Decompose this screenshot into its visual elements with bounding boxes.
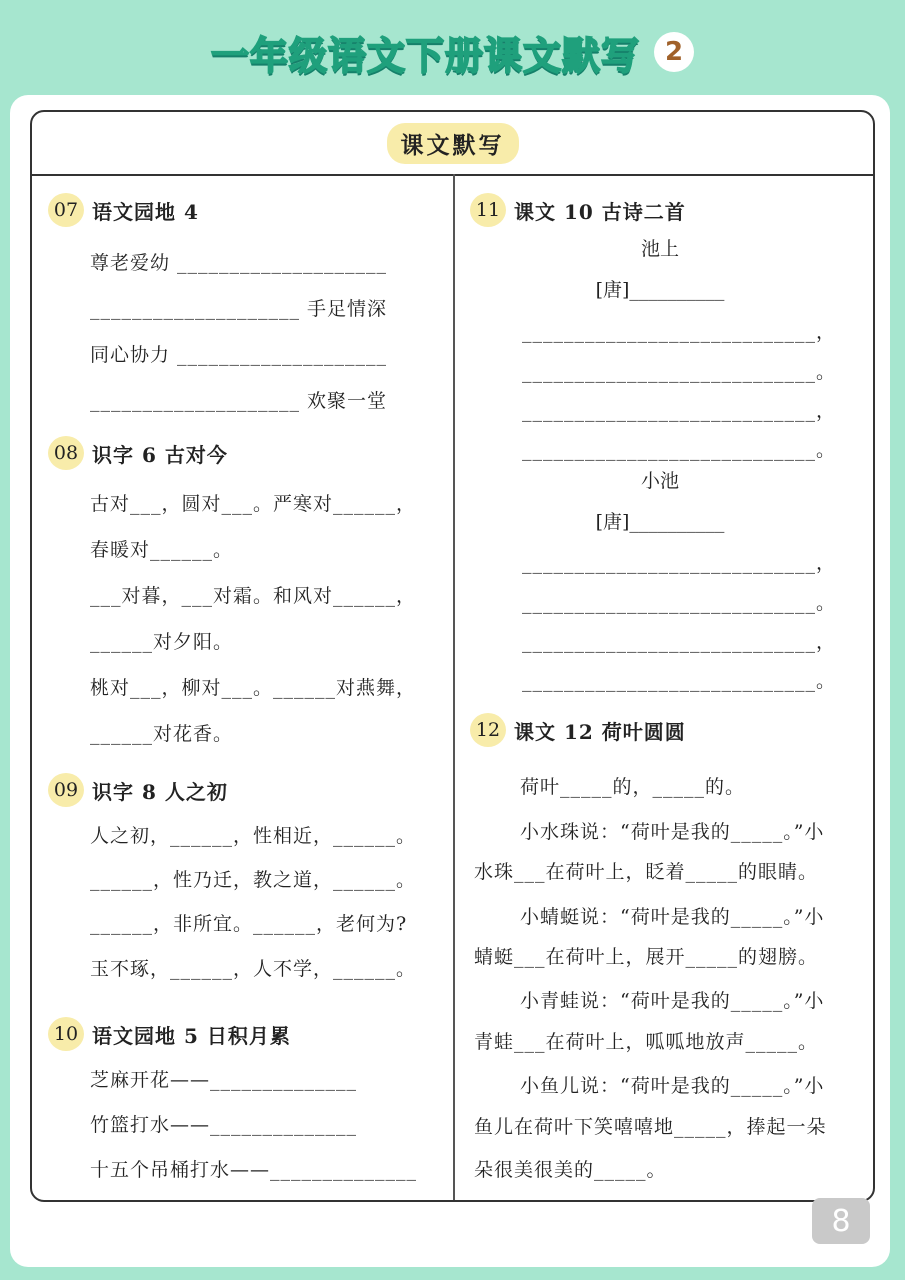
text-line: 芝麻开花——______________ xyxy=(90,1069,358,1091)
poem-title: 小池 xyxy=(640,470,679,492)
section-09 xyxy=(48,772,228,808)
text-line: 蜻蜓___在荷叶上，展开_____的翅膀。 xyxy=(474,946,819,968)
text-line: ___对暮，___对霜。和风对______， xyxy=(90,585,417,607)
section-header xyxy=(48,772,228,808)
section-number: 09 xyxy=(48,773,84,807)
section-10 xyxy=(48,1016,291,1052)
section-title: 识字 6 古对今 xyxy=(92,442,228,467)
page-header xyxy=(0,22,905,82)
poem-line: ____________________________。 xyxy=(522,670,837,692)
section-07 xyxy=(48,192,199,228)
text-line: 十五个吊桶打水——______________ xyxy=(90,1159,418,1181)
section-number: 08 xyxy=(48,436,84,470)
section-title: 课文 12 荷叶圆圆 xyxy=(514,719,686,744)
section-header xyxy=(470,192,686,228)
poem-line: ____________________________， xyxy=(522,400,837,422)
poem-line: ____________________________， xyxy=(522,552,837,574)
text-line: 竹篮打水——______________ xyxy=(90,1114,358,1136)
section-title: 课文 10 古诗二首 xyxy=(514,199,686,224)
text-line: 同心协力 ____________________ xyxy=(90,344,388,366)
section-header xyxy=(48,435,228,471)
text-line: 小青蛙说：“荷叶是我的_____。”小 xyxy=(520,990,825,1012)
poem-line: ____________________________。 xyxy=(522,592,837,614)
page-number: 8 xyxy=(812,1198,870,1244)
frame-title: 课文默写 xyxy=(387,123,519,164)
text-line: ____________________ 欢聚一堂 xyxy=(90,390,388,412)
poem-line: ____________________________， xyxy=(522,631,837,653)
text-line: 小鱼儿说：“荷叶是我的_____。”小 xyxy=(520,1075,825,1097)
poem-line: ____________________________。 xyxy=(522,439,837,461)
section-number: 07 xyxy=(48,193,84,227)
text-line: ______对夕阳。 xyxy=(90,631,234,653)
column-divider xyxy=(453,174,455,1200)
section-header xyxy=(48,1016,291,1052)
text-line: 鱼儿在荷叶下笑嘻嘻地_____，捧起一朵 xyxy=(474,1116,827,1138)
text-line: ______，非所宜。______，老何为? xyxy=(90,913,408,935)
text-line: ______，性乃迁，教之道，______。 xyxy=(90,869,417,891)
section-08 xyxy=(48,435,228,471)
section-header xyxy=(48,192,199,228)
text-line: ______对花香。 xyxy=(90,723,234,745)
text-line: 人之初，______，性相近，______。 xyxy=(90,825,417,847)
section-12 xyxy=(470,712,686,748)
text-line: 青蛙___在荷叶上，呱呱地放声_____。 xyxy=(474,1031,819,1053)
worksheet-frame xyxy=(30,110,875,1202)
poem-author: [唐]__________ xyxy=(595,511,725,533)
section-number: 10 xyxy=(48,1017,84,1051)
text-line: 桃对___，柳对___。______对燕舞， xyxy=(90,677,417,699)
page-title: 一年级语文下册课文默写 xyxy=(210,33,640,78)
section-title: 语文园地 4 xyxy=(92,199,199,224)
section-header xyxy=(470,712,686,748)
poem-title: 池上 xyxy=(640,238,679,260)
title-badge: 2 xyxy=(654,32,694,72)
text-line: 朵很美很美的_____。 xyxy=(474,1159,667,1181)
text-line: 玉不琢，______，人不学，______。 xyxy=(90,958,417,980)
section-11 xyxy=(470,192,686,228)
text-line: 荷叶_____的，_____的。 xyxy=(520,776,746,798)
text-line: 小水珠说：“荷叶是我的_____。”小 xyxy=(520,821,825,843)
text-line: ____________________ 手足情深 xyxy=(90,298,388,320)
text-line: 水珠___在荷叶上，眨着_____的眼睛。 xyxy=(474,861,819,883)
section-title: 语文园地 5 日积月累 xyxy=(92,1023,291,1048)
poem-line: ____________________________。 xyxy=(522,361,837,383)
text-line: 古对___，圆对___。严寒对______， xyxy=(90,493,417,515)
text-line: 尊老爱幼 ____________________ xyxy=(90,252,388,274)
text-line: 小蜻蜓说：“荷叶是我的_____。”小 xyxy=(520,906,825,928)
frame-header xyxy=(32,112,873,176)
text-line: 春暖对______。 xyxy=(90,539,234,561)
section-title: 识字 8 人之初 xyxy=(92,779,228,804)
section-number: 11 xyxy=(470,193,506,227)
section-number: 12 xyxy=(470,713,506,747)
poem-author: [唐]__________ xyxy=(595,279,725,301)
poem-line: ____________________________， xyxy=(522,321,837,343)
